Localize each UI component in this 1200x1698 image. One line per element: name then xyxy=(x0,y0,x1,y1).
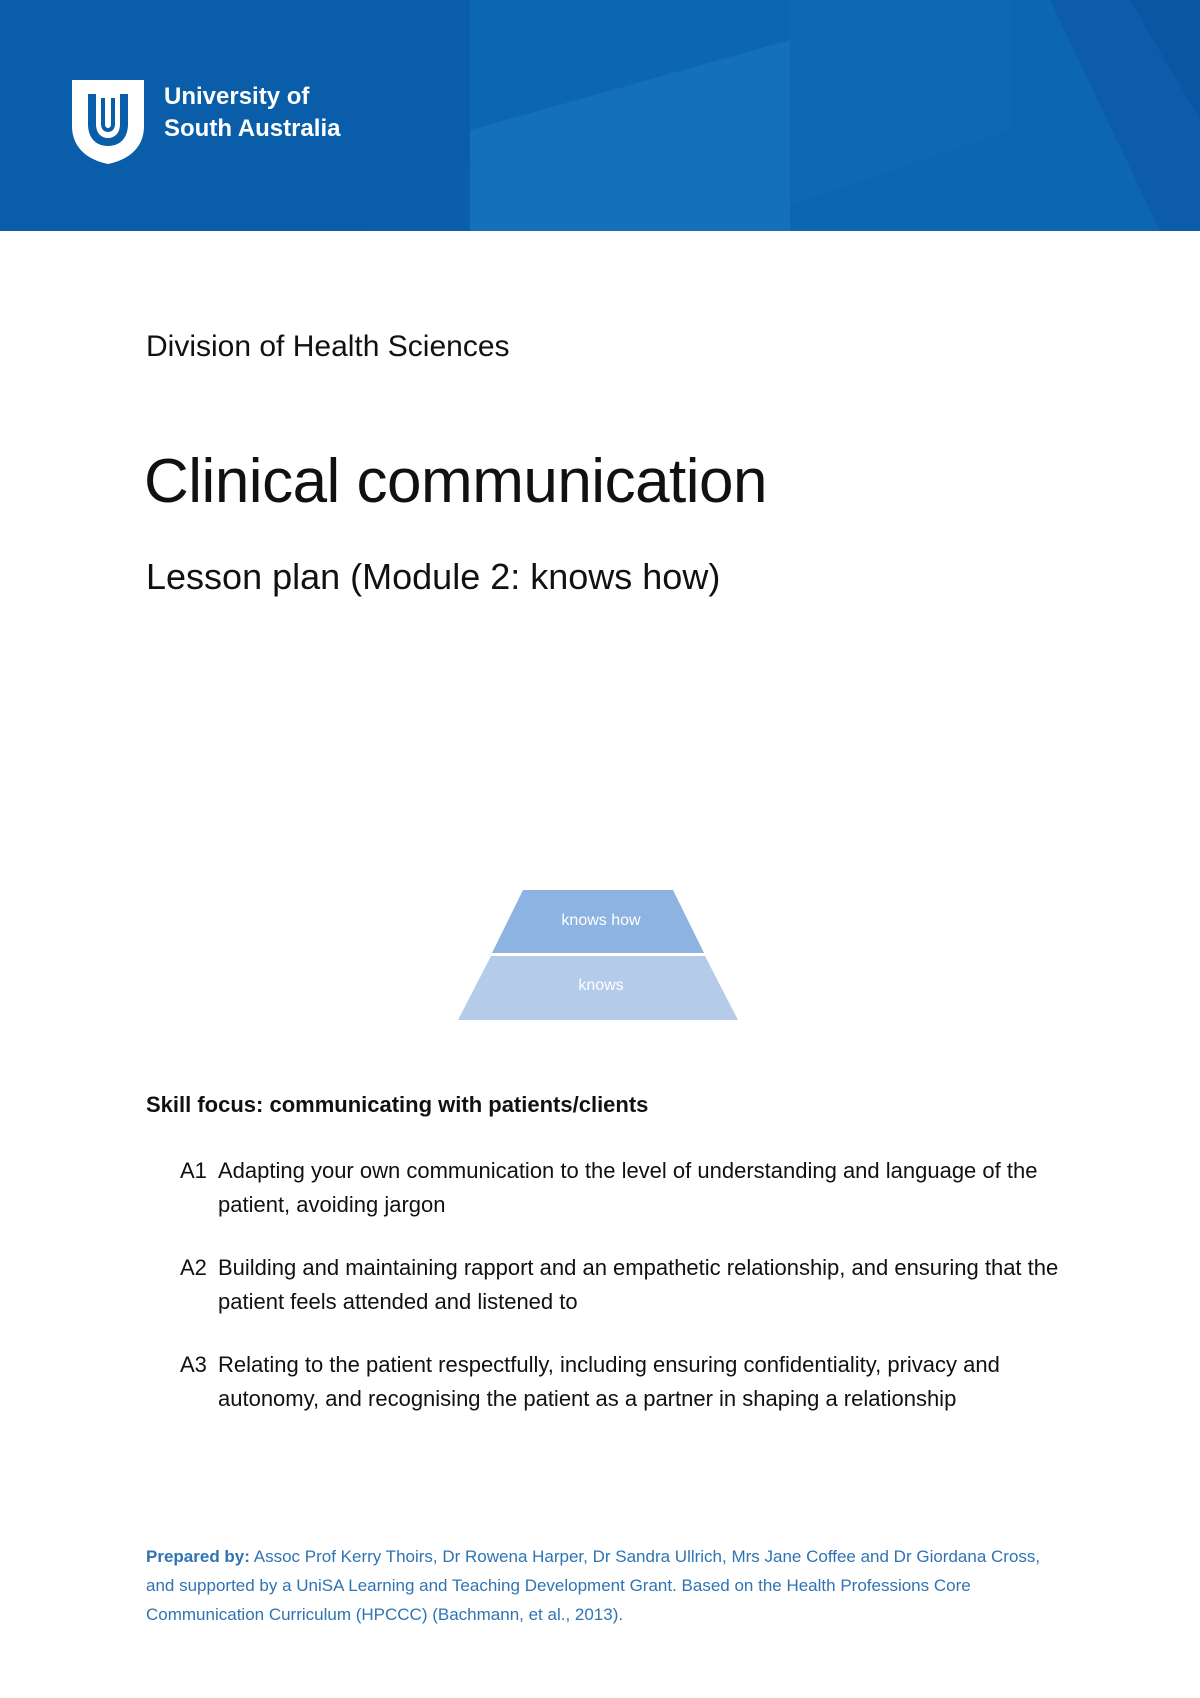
skill-text: Relating to the patient respectfully, including ensuring confidentiality, privacy and autonomy, and recognising the patient as a partner in shaping a relationship xyxy=(218,1352,1000,1411)
university-name-line1: University of xyxy=(164,83,310,110)
competency-pyramid xyxy=(458,890,744,1022)
skill-text: Adapting your own communication to the level of understanding and language of the patient, avoiding jargon xyxy=(218,1158,1038,1217)
prepared-by-text: Assoc Prof Kerry Thoirs, Dr Rowena Harper, Dr Sandra Ullrich, Mrs Jane Coffee and Dr Giordana Cross, and supported by a UniSA Learning and Teaching Development Grant. Based on the Health Professions Core Communication Curriculum (HPCCC) (Bachmann, et al., 2013). xyxy=(146,1547,1041,1624)
prepared-by-label: Prepared by: xyxy=(146,1547,250,1566)
skill-code: A2 xyxy=(180,1255,207,1280)
header-banner xyxy=(0,0,1200,231)
skill-code: A1 xyxy=(180,1158,207,1183)
unisa-shield-icon xyxy=(72,80,144,164)
pyramid-shape xyxy=(458,890,744,1022)
skill-item xyxy=(180,1154,1060,1222)
pyramid-label-knows: knows xyxy=(578,977,624,994)
university-name-line2: South Australia xyxy=(164,115,341,142)
skill-item xyxy=(180,1348,1060,1416)
skill-item xyxy=(180,1251,1060,1319)
skill-text: Building and maintaining rapport and an empathetic relationship, and ensuring that the patient feels attended and listened to xyxy=(218,1255,1059,1314)
skill-code: A3 xyxy=(180,1352,207,1377)
document-title: Clinical communication xyxy=(144,447,768,516)
division-name: Division of Health Sciences xyxy=(146,330,510,363)
pyramid-label-knows-how: knows how xyxy=(561,912,641,929)
skill-focus-heading: Skill focus: communicating with patients/clients xyxy=(146,1092,649,1117)
document-subtitle: Lesson plan (Module 2: knows how) xyxy=(146,556,721,597)
university-name xyxy=(164,81,340,145)
prepared-by-note xyxy=(146,1542,1066,1629)
skill-list xyxy=(180,1154,1060,1445)
